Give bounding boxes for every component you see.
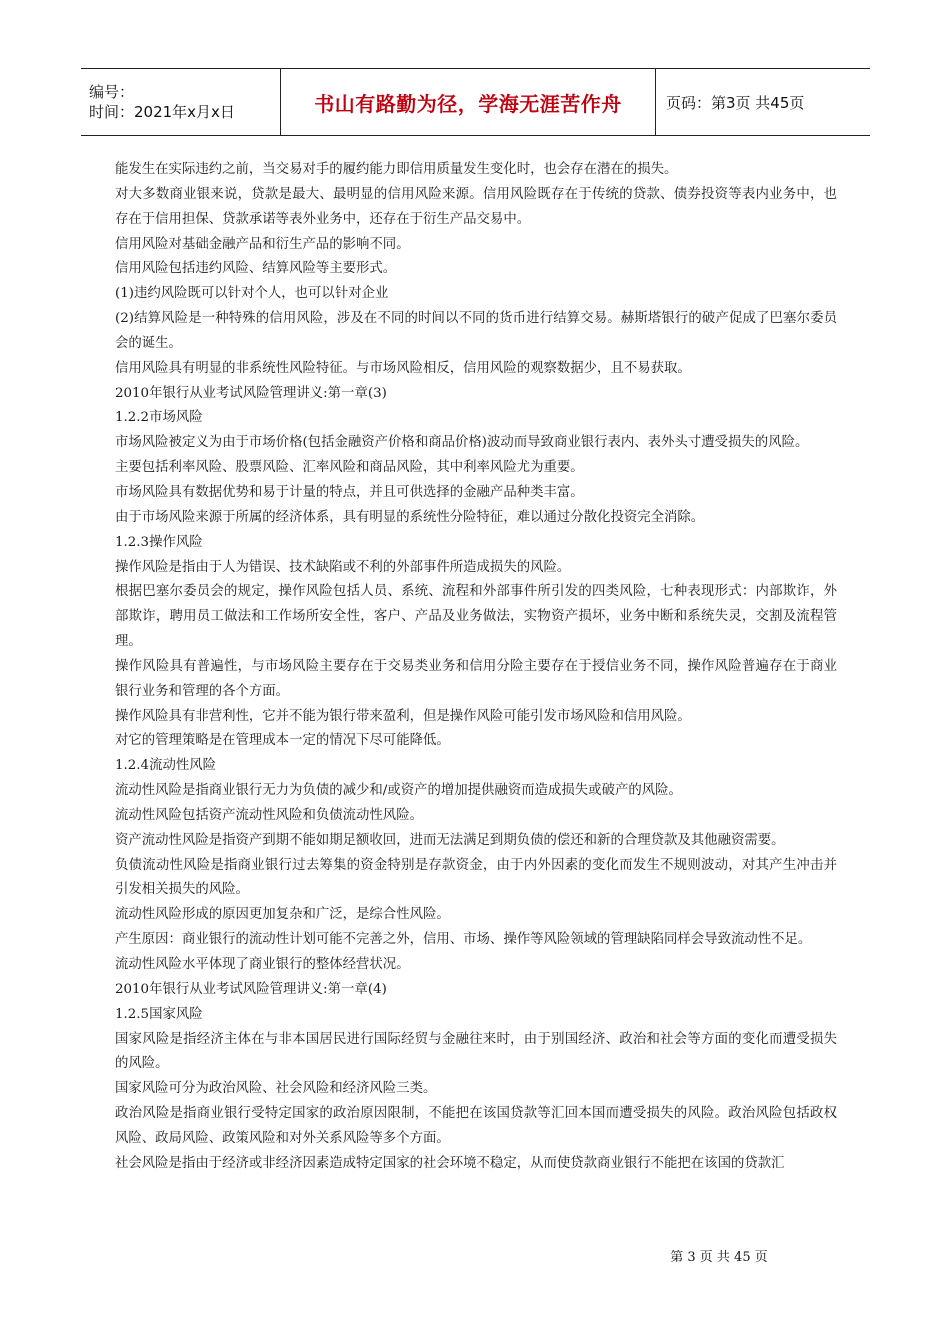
paragraph: 对大多数商业银来说，贷款是最大、最明显的信用风险来源。信用风险既存在于传统的贷款、债券投资等表内业务中，也存在于信用担保、贷款承诺等表外业务中，还存在于衍生产品交易中。 [115,186,837,227]
paragraph: 负债流动性风险是指商业银行过去筹集的资金特别是存款资金，由于内外因素的变化而发生不规则波动，对其产生冲击并引发相关损失的风险。 [115,857,837,898]
section-heading: 1.2.5国家风险 [115,1006,203,1022]
paragraph: (1)违约风险既可以针对个人，也可以针对企业 [115,286,389,302]
paragraph: 流动性风险形成的原因更加复杂和广泛，是综合性风险。 [115,907,450,923]
paragraph: 产生原因：商业银行的流动性计划可能不完善之外，信用、市场、操作等风险领域的管理缺陷同样会导致流动性不足。 [115,932,812,948]
paragraph: 流动性风险是指商业银行无力为负债的减少和/或资产的增加提供融资而造成损失或破产的风险。 [115,783,682,799]
paragraph: 由于市场风险来源于所属的经济体系，具有明显的系统性分险特征，难以通过分散化投资完全消除。 [115,509,705,525]
paragraph: 操作风险是指由于人为错误、技术缺陷或不利的外部事件所造成损失的风险。 [115,559,571,575]
footer-page-number: 第 3 页 共 45 页 [670,1250,768,1265]
page-header [81,68,870,136]
paragraph: 政治风险是指商业银行受特定国家的政治原因限制，不能把在该国贷款等汇回本国而遭受损失的风险。政治风险包括政权风险、政局风险、政策风险和对外关系风险等多个方面。 [115,1106,837,1146]
document-body [115,158,837,1177]
paragraph: 操作风险具有非营利性，它并不能为银行带来盈利，但是操作风险可能引发市场风险和信用风险。 [115,708,691,724]
section-heading: 1.2.2市场风险 [115,410,203,426]
paragraph: 市场风险被定义为由于市场价格(包括金融资产价格和商品价格)波动而导致商业银行表内、表外头寸遭受损失的风险。 [115,435,809,451]
paragraph: 主要包括利率风险、股票风险、汇率风险和商品风险，其中利率风险尤为重要。 [115,460,584,476]
section-heading: 1.2.4流动性风险 [115,758,217,774]
paragraph: (2)结算风险是一种特殊的信用风险，涉及在不同的时间以不同的货币进行结算交易。赫斯塔银行的破产促成了巴塞尔委员会的诞生。 [115,311,837,351]
paragraph: 操作风险具有普遍性，与市场风险主要存在于交易类业务和信用分险主要存在于授信业务不同，操作风险普遍存在于商业银行业务和管理的各个方面。 [115,658,837,699]
document-date: 时间：2021年x月x日 [89,103,235,121]
paragraph: 信用风险具有明显的非系统性风险特征。与市场风险相反，信用风险的观察数据少，且不易获取。 [115,360,691,376]
section-heading: 1.2.3操作风险 [115,534,203,550]
paragraph: 根据巴塞尔委员会的规定，操作风险包括人员、系统、流程和外部事件所引发的四类风险，七种表现形式：内部欺诈，外部欺诈，聘用员工做法和工作场所安全性，客户、产品及业务做法，实物资产损坏，业务中断和系统失灵，交割及流程管理。 [115,584,837,650]
document-number-label: 编号： [89,83,135,101]
paragraph: 信用风险包括违约风险、结算风险等主要形式。 [115,261,397,277]
paragraph: 流动性风险包括资产流动性风险和负债流动性风险。 [115,807,423,823]
section-heading: 2010年银行从业考试风险管理讲义:第一章(4) [115,981,387,997]
paragraph: 国家风险是指经济主体在与非本国居民进行国际经贸与金融往来时，由于别国经济、政治和社会等方面的变化而遭受损失的风险。 [115,1031,837,1072]
paragraph: 市场风险具有数据优势和易于计量的特点，并且可供选择的金融产品种类丰富。 [115,484,584,500]
paragraph: 流动性风险水平体现了商业银行的整体经营状况。 [115,957,410,972]
header-meta [81,69,281,135]
paragraph: 社会风险是指由于经济或非经济因素造成特定国家的社会环境不稳定，从而使贷款商业银行不能把在该国的贷款汇 [115,1155,785,1171]
paragraph: 信用风险对基础金融产品和衍生产品的影响不同。 [115,236,410,252]
page-footer [0,1246,950,1265]
paragraph: 资产流动性风险是指资产到期不能如期足额收回，进而无法满足到期负债的偿还和新的合理贷款及其他融资需要。 [115,832,785,848]
paragraph: 对它的管理策略是在管理成本一定的情况下尽可能降低。 [115,733,450,749]
section-heading: 2010年银行从业考试风险管理讲义:第一章(3) [115,385,387,401]
header-page-info: 页码：第3页 共45页 [666,93,805,112]
paragraph: 能发生在实际违约之前，当交易对手的履约能力即信用质量发生变化时，也会存在潜在的损失。 [115,162,678,177]
header-motto: 书山有路勤为径，学海无涯苦作舟 [281,69,656,135]
paragraph: 国家风险可分为政治风险、社会风险和经济风险三类。 [115,1081,437,1097]
